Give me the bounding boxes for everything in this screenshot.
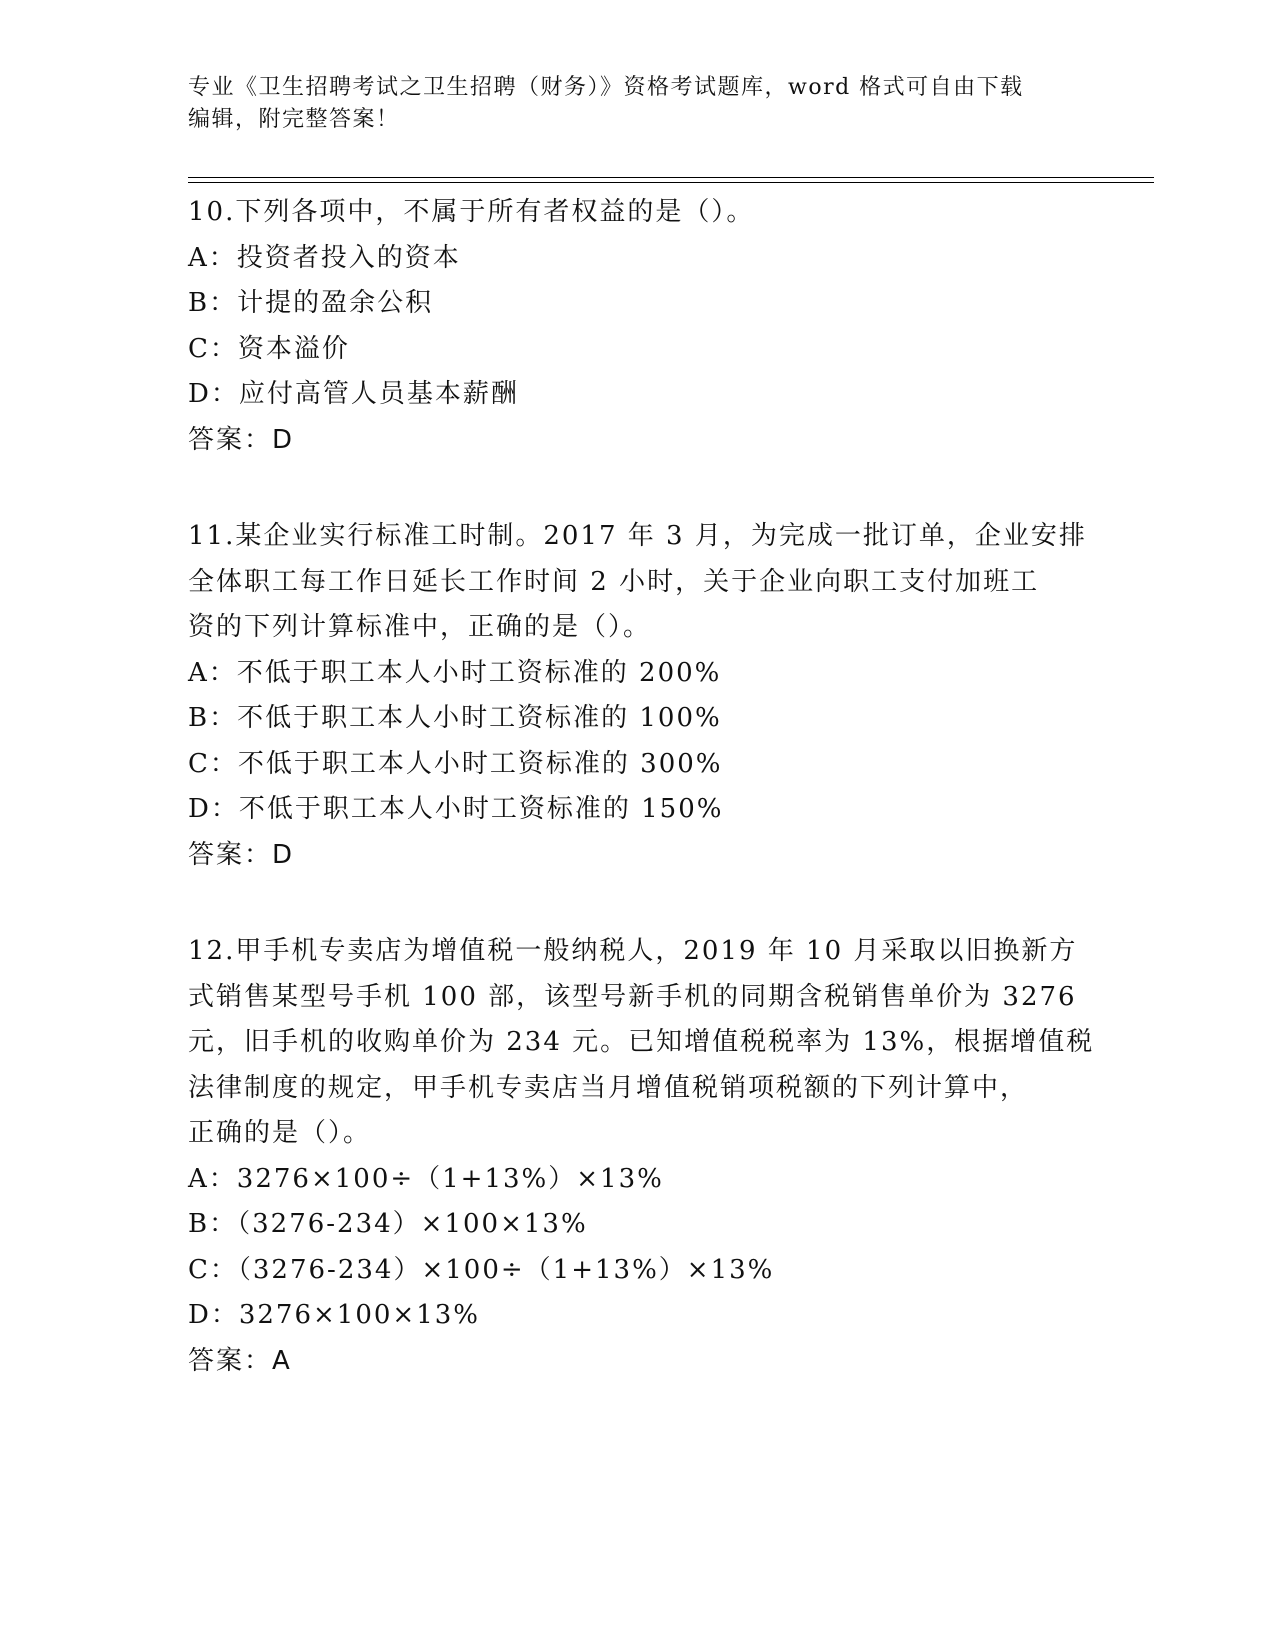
question-10 [188, 190, 1088, 463]
option-c: C：资本溢价 [188, 333, 350, 364]
option-b: B：计提的盈余公积 [188, 288, 434, 318]
option-d: D：3276×100×13% [188, 1300, 480, 1330]
question-stem: 资的下列计算标准中，正确的是（）。 [188, 612, 652, 642]
answer: 答案：A [188, 1345, 292, 1376]
header-divider-top [188, 177, 1154, 178]
question-stem: 10.下列各项中，不属于所有者权益的是（）。 [188, 197, 755, 227]
answer: 答案：D [188, 424, 295, 455]
question-stem: 全体职工每工作日延长工作时间 2 小时，关于企业向职工支付加班工 [188, 566, 1040, 597]
document-header [188, 72, 1088, 136]
question-stem: 法律制度的规定，甲手机专卖店当月增值税销项税额的下列计算中， [188, 1072, 1029, 1103]
question-stem: 12.甲手机专卖店为增值税一般纳税人，2019 年 10 月采取以旧换新方 [188, 936, 1078, 966]
option-b: B：不低于职工本人小时工资标准的 100% [188, 703, 722, 733]
question-11 [188, 514, 1088, 878]
header-divider-bottom [188, 182, 1154, 183]
question-stem: 正确的是（）。 [188, 1118, 372, 1148]
option-a: A：3276×100÷（1+13%）×13% [188, 1163, 664, 1194]
option-a: A：不低于职工本人小时工资标准的 200% [188, 657, 722, 688]
option-d: D：应付高管人员基本薪酬 [188, 379, 519, 409]
question-12 [188, 929, 1095, 1384]
question-stem: 11.某企业实行标准工时制。2017 年 3 月，为完成一批订单，企业安排 [188, 521, 1087, 551]
option-d: D：不低于职工本人小时工资标准的 150% [188, 794, 724, 824]
option-c: C：不低于职工本人小时工资标准的 300% [188, 748, 723, 779]
option-c: C：（3276-234）×100÷（1+13%）×13% [188, 1254, 775, 1285]
question-stem: 元，旧手机的收购单价为 234 元。已知增值税税率为 13%，根据增值税 [188, 1027, 1095, 1057]
header-line-1: 专业《卫生招聘考试之卫生招聘（财务）》资格考试题库，word 格式可自由下载 [188, 75, 1024, 100]
answer: 答案：D [188, 839, 295, 870]
question-stem: 式销售某型号手机 100 部，该型号新手机的同期含税销售单价为 3276 [188, 981, 1077, 1012]
question-list [188, 190, 1095, 1435]
option-b: B：（3276-234）×100×13% [188, 1209, 588, 1239]
option-a: A：投资者投入的资本 [188, 242, 461, 273]
header-line-2: 编辑，附完整答案！ [188, 107, 400, 132]
